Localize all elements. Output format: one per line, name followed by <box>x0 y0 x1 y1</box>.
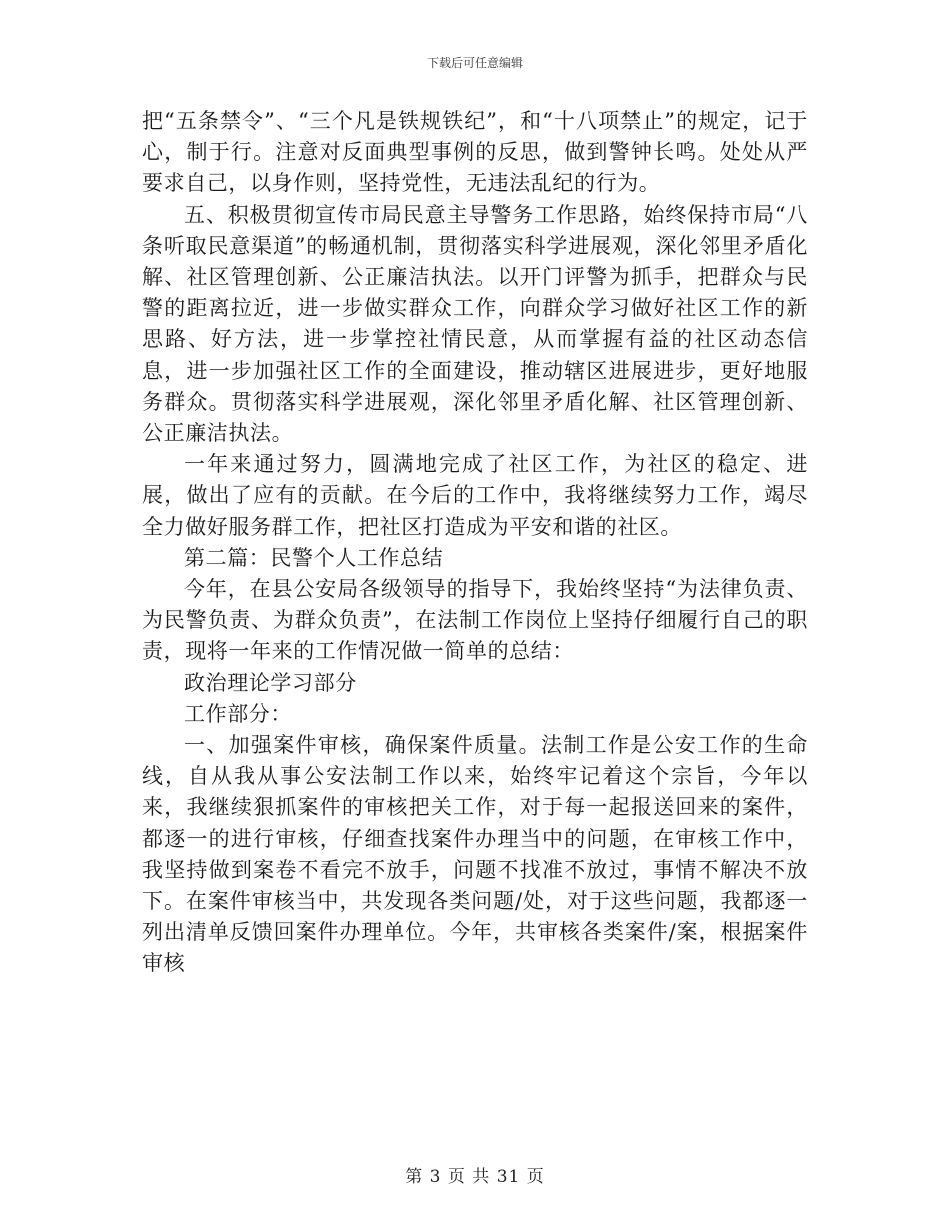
subheading-work: 工作部分： <box>184 701 292 726</box>
document-body <box>142 106 808 980</box>
paragraph-1: 把“五条禁令”、“三个凡是铁规铁纪”，和“十八项禁止”的规定，记于心，制于行。注意对反面典型事例的反思，做到警钟长鸣。处处从严要求自己，以身作则，坚持党性，无违法乱纪的行为。 <box>142 109 808 196</box>
paragraph-8: 一、加强案件审核，确保案件质量。法制工作是公安工作的生命线，自从我从事公安法制工作以来，始终牢记着这个宗旨，今年以来，我继续狠抓案件的审核把关工作，对于每一起报送回来的案件，都逐一的进行审核，仔细查找案件办理当中的问题，在审核工作中，我坚持做到案卷不看完不放手，问题不找准不放过，事情不解决不放下。在案件审核当中，共发现各类问题/处，对于这些问题，我都逐一列出清单反馈回案件办理单位。今年，共审核各类案件/案，根据案件审核 <box>142 733 808 976</box>
paragraph-5: 今年，在县公安局各级领导的指导下，我始终坚持“为法律负责、为民警负责、为群众负责”，在法制工作岗位上坚持仔细履行自己的职责，现将一年来的工作情况做一简单的总结： <box>142 577 808 664</box>
paragraph-2: 五、积极贯彻宣传市局民意主导警务工作思路，始终保持市局“八条听取民意渠道”的畅通机制，贯彻落实科学进展观，深化邻里矛盾化解、社区管理创新、公正廉洁执法。以开门评警为抓手，把群众与民警的距离拉近，进一步做实群众工作，向群众学习做好社区工作的新思路、好方法，进一步掌控社情民意，从而掌握有益的社区动态信息，进一步加强社区工作的全面建设，推动辖区进展进步，更好地服务群众。贯彻落实科学进展观，深化邻里矛盾化解、社区管理创新、公正廉洁执法。 <box>142 202 808 446</box>
page-header: 下载后可任意编辑 <box>426 56 523 70</box>
subheading-politics: 政治理论学习部分 <box>184 670 357 695</box>
paragraph-3: 一年来通过努力，圆满地完成了社区工作，为社区的稳定、进展，做出了应有的贡献。在今后的工作中，我将继续努力工作，竭尽全力做好服务群工作，把社区打造成为平安和谐的社区。 <box>142 452 808 539</box>
page-number: 第 3 页 共 31 页 <box>405 1167 545 1187</box>
section-heading: 第二篇：民警个人工作总结 <box>184 545 444 570</box>
